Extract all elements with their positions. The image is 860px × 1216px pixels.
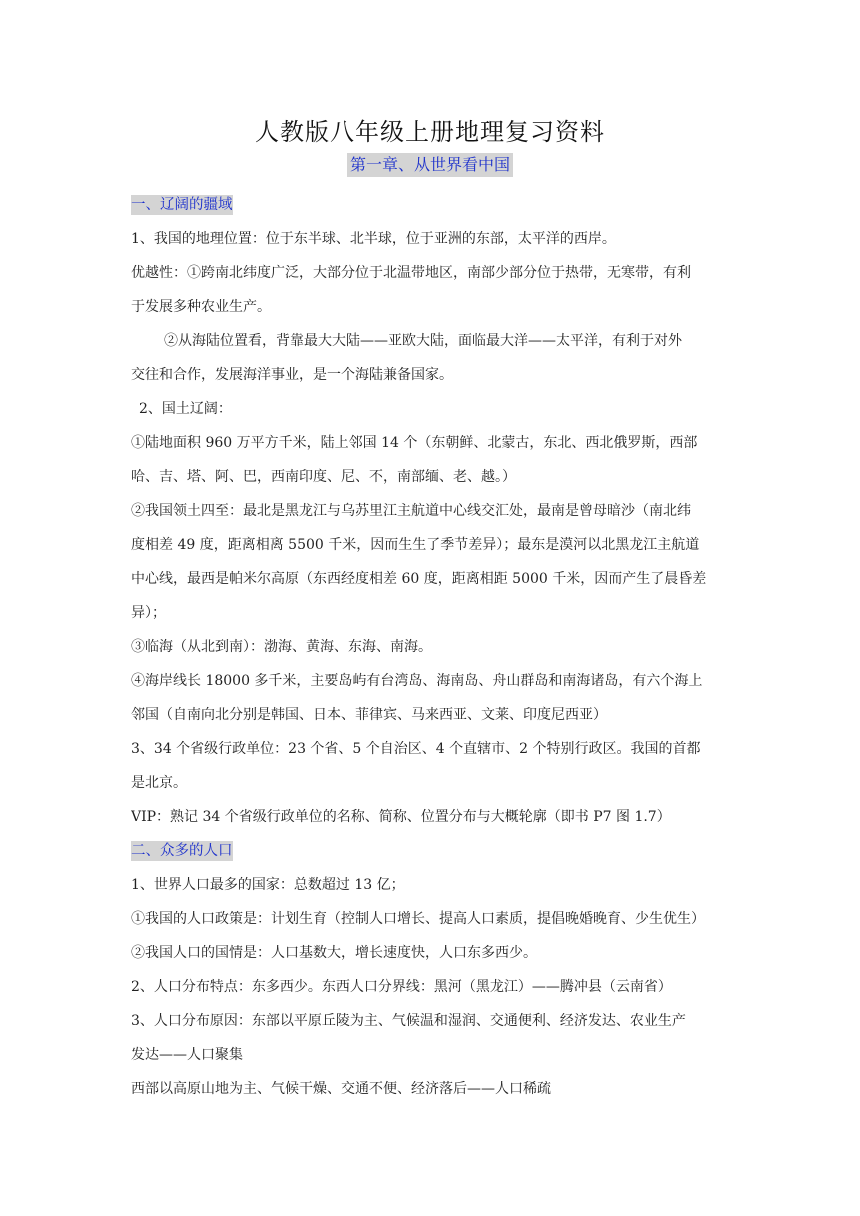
paragraph-line: 度相差 49 度，距离相离 5500 千米，因而生生了季节差异）；最东是漠河以北黑龙江主航道 <box>131 537 700 553</box>
paragraph-line: 于发展多种农业生产。 <box>131 299 271 315</box>
chapter-heading-text: 第一章、从世界看中国 <box>347 153 513 177</box>
paragraph-line: ④海岸线长 18000 多千米，主要岛屿有台湾岛、海南岛、舟山群岛和南海诸岛，有六个海上 <box>131 673 703 689</box>
paragraph-line: 1、我国的地理位置：位于东半球、北半球，位于亚洲的东部，太平洋的西岸。 <box>131 231 616 247</box>
document-title: 人教版八年级上册地理复习资料 <box>255 118 605 146</box>
paragraph-line: 2、国土辽阔： <box>139 401 232 417</box>
paragraph-line: 邻国（自南向北分别是韩国、日本、菲律宾、马来西亚、文莱、印度尼西亚） <box>131 707 607 723</box>
paragraph-line: 发达——人口聚集 <box>131 1047 243 1063</box>
paragraph-line: 3、34 个省级行政单位：23 个省、5 个自治区、4 个直辖市、2 个特别行政区。我国的首都 <box>131 741 701 757</box>
section-heading-text: 一、辽阔的疆域 <box>131 197 233 213</box>
paragraph-line: ②从海陆位置看，背靠最大大陆——亚欧大陆，面临最大洋——太平洋，有利于对外 <box>164 333 682 349</box>
paragraph-line: ②我国领土四至：最北是黑龙江与乌苏里江主航道中心线交汇处，最南是曾母暗沙（南北纬 <box>131 503 691 519</box>
paragraph-line: 交往和合作，发展海洋事业，是一个海陆兼备国家。 <box>131 367 453 383</box>
paragraph-line: 异）； <box>131 605 166 621</box>
section-heading <box>131 188 731 222</box>
document-body <box>131 188 731 1106</box>
paragraph-line: 是北京。 <box>131 775 187 791</box>
paragraph-line: ③临海（从北到南）：渤海、黄海、东海、南海。 <box>131 639 432 655</box>
chapter-heading <box>0 153 860 177</box>
paragraph-line: 3、人口分布原因：东部以平原丘陵为主、气候温和湿润、交通便利、经济发达、农业生产 <box>131 1013 686 1029</box>
section-heading-text: 二、众多的人口 <box>131 843 233 859</box>
paragraph-line: VIP：熟记 34 个省级行政单位的名称、简称、位置分布与大概轮廓（即书 P7 图 1.7） <box>131 809 671 825</box>
paragraph-line: 优越性：①跨南北纬度广泛，大部分位于北温带地区，南部少部分位于热带，无寒带，有利 <box>131 265 691 281</box>
paragraph-line: ②我国人口的国情是：人口基数大，增长速度快，人口东多西少。 <box>131 945 537 961</box>
paragraph-line: ①陆地面积 960 万平方千米，陆上邻国 14 个（东朝鲜、北蒙古，东北、西北俄罗斯，西部 <box>131 435 698 451</box>
paragraph-line: 2、人口分布特点：东多西少。东西人口分界线：黑河（黑龙江）——腾冲县（云南省） <box>131 979 672 995</box>
paragraph-line: 西部以高原山地为主、气候干燥、交通不便、经济落后——人口稀疏 <box>131 1081 551 1097</box>
paragraph-line: 中心线，最西是帕米尔高原（东西经度相差 60 度，距离相距 5000 千米，因而产生了晨昏差 <box>131 571 707 587</box>
paragraph-line: ①我国的人口政策是：计划生育（控制人口增长、提高人口素质，提倡晚婚晚育、少生优生） <box>131 911 705 927</box>
paragraph-line: 哈、吉、塔、阿、巴，西南印度、尼、不，南部缅、老、越。） <box>131 469 516 485</box>
paragraph-line: 1、世界人口最多的国家：总数超过 13 亿； <box>131 877 405 893</box>
section-heading <box>131 834 731 868</box>
